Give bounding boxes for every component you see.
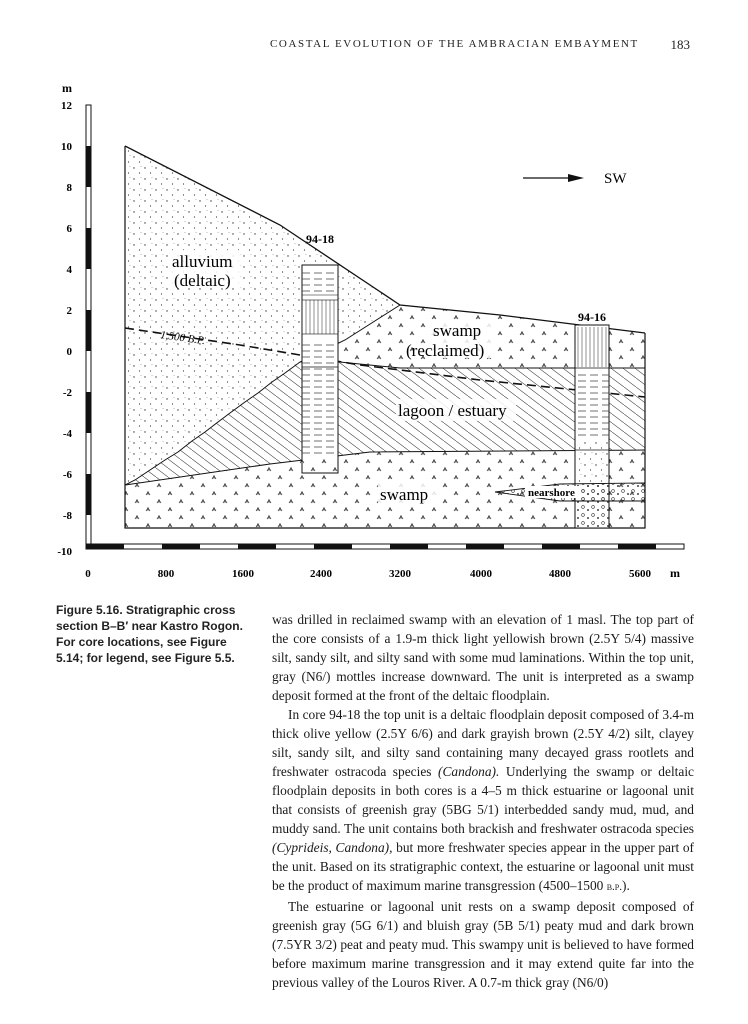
paragraph-1: was drilled in reclaimed swamp with an elevation of 1 masl. The top part of the core consists of a 1.9-m thick light yellowish brown (2.5Y 5/4) massive silt, sandy silt, and silty sand with some mud laminations. Within the top unit, gray (N6/) mottles increase downward. The unit is interpreted as a swamp deposit formed at the front of the deltaic floodplain. [272, 612, 694, 703]
unit-label-reclaimed: (reclaimed) [406, 341, 485, 360]
x-axis-unit: m [670, 566, 680, 580]
direction-label: SW [604, 171, 627, 187]
core-label-94-18: 94-18 [306, 232, 334, 246]
x-tick: 4000 [470, 568, 492, 580]
x-axis-bar-seg [86, 544, 124, 549]
x-tick: 0 [85, 568, 91, 580]
unit-label-lagoon: lagoon / estuary [398, 401, 507, 420]
x-axis-bar-seg [162, 544, 200, 549]
y-tick: 6 [66, 223, 72, 235]
unit-label-swamp-lower: swamp [380, 485, 429, 504]
isochron-label: 1,500 B.P. [159, 329, 206, 348]
paragraph-2-part-2: Underlying the swamp or deltaic floodplain deposits in both cores is a 4–5 m thick estuarine or lagoonal unit that consists of greenish gray (5BG 5/1) interbedded sandy mud, mud, and muddy sand. The unit contains both brackish and freshwater ostracoda species [272, 764, 694, 836]
y-tick: -4 [62, 428, 72, 440]
x-tick: 1600 [232, 568, 254, 580]
x-tick: 5600 [629, 568, 651, 580]
body-text [272, 610, 694, 992]
unit-label-alluvium: alluvium [172, 252, 233, 271]
y-tick: -10 [57, 546, 72, 558]
y-tick: -2 [62, 387, 72, 399]
caption-text: Stratigraphic cross section B–B′ near Kastro Rogon. For core locations, see Figure 5.14; for legend, see Figure 5.5. [56, 603, 243, 665]
x-axis-bar-seg [618, 544, 656, 549]
y-axis-bar-seg [86, 310, 91, 351]
y-tick: -8 [62, 510, 72, 522]
x-tick: 4800 [549, 568, 571, 580]
paragraph-3: The estuarine or lagoonal unit rests on a swamp deposit composed of greenish gray (5G 6/1) and bluish gray (5B 5/1) peaty mud and dark brown (7.5YR 3/2) peat and peaty mud. This swampy unit is believed to have formed before maximum marine transgression and it may extend quite far into the previous valley of the Louros River. A 0.7-m thick gray (N6/0) [272, 899, 694, 990]
y-axis-unit: m [62, 81, 72, 95]
running-title: COASTAL EVOLUTION OF THE AMBRACIAN EMBAYMENT [270, 38, 639, 50]
y-tick: 4 [66, 264, 72, 276]
unit-label-swamp-upper: swamp [433, 321, 482, 340]
paragraph-2-species-2: (Cyprideis, Candona), [272, 840, 393, 855]
y-tick: 12 [61, 100, 72, 112]
paragraph-2-part-4: ). [622, 878, 630, 893]
y-axis-bar-seg [86, 146, 91, 187]
x-axis-bar-seg [238, 544, 276, 549]
page-number: 183 [670, 37, 690, 52]
y-axis-bar-seg [86, 228, 91, 269]
y-tick: 2 [66, 305, 72, 317]
x-axis-bar-seg [314, 544, 352, 549]
paragraph-2-species-1: (Candona). [437, 764, 500, 779]
paragraph-2 [272, 705, 694, 897]
y-tick: 8 [66, 182, 72, 194]
core-label-94-16: 94-16 [578, 310, 606, 324]
paragraph-2-bp: b.p. [606, 881, 622, 893]
x-tick: 800 [157, 568, 175, 580]
y-tick: 0 [66, 346, 72, 358]
core-94-18 [302, 265, 338, 473]
figure-caption [56, 602, 256, 666]
x-axis-bar-seg [466, 544, 504, 549]
caption-label: Figure 5.16. [56, 603, 123, 617]
y-axis-bar-seg [86, 474, 91, 515]
unit-label-deltaic: (deltaic) [174, 271, 231, 290]
y-tick: -6 [62, 469, 72, 481]
y-tick: 10 [61, 141, 72, 153]
nearshore-label: nearshore [528, 487, 575, 499]
x-tick: 2400 [310, 568, 332, 580]
x-axis-bar-seg [542, 544, 580, 549]
x-tick: 3200 [389, 568, 411, 580]
y-axis-bar-seg [86, 392, 91, 433]
paragraph-2-part-1: In core 94-18 the top unit is a deltaic floodplain deposit composed of 3.4-m thick olive yellow (2.5Y 6/6) and dark grayish brown (2.5Y 4/2) silt, clayey silt, sandy silt, and silty sand containing many decayed grass rootlets and freshwater ostracoda species [272, 707, 694, 779]
x-axis-bar-seg [390, 544, 428, 549]
arrowhead-icon [568, 174, 584, 182]
paragraph-2-part-3: but more freshwater species appear in the upper part of the unit. Based on its stratigraphic context, the estuarine or lagoonal unit must be the product of maximum marine transgression (4500–1500 [272, 840, 694, 893]
